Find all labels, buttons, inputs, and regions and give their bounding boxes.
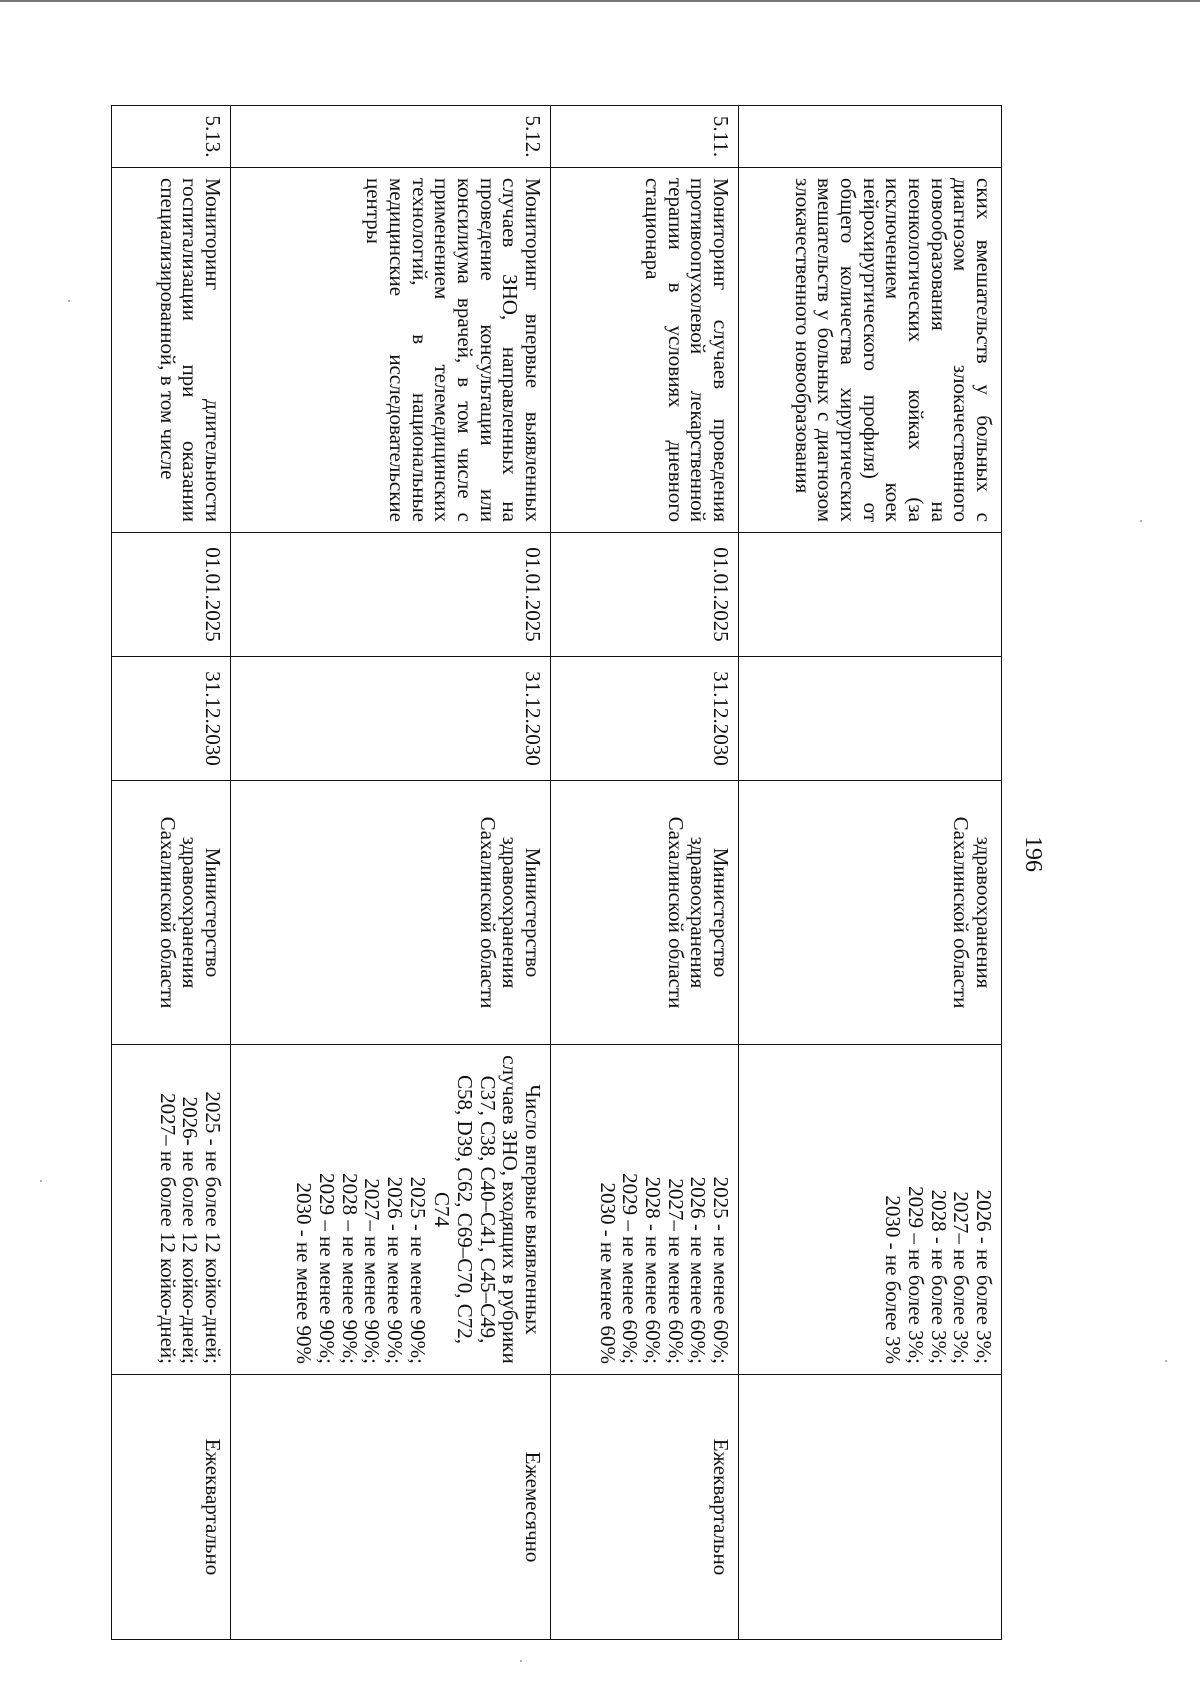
responsible-executor: Министерство здравоохранения Сахалинской области bbox=[231, 781, 551, 1045]
indicator-line: 2027– не более 12 койко-дней; bbox=[155, 1093, 180, 1364]
scan-speck bbox=[1140, 520, 1142, 522]
indicator-line: 2030 - не менее 60% bbox=[595, 1182, 620, 1364]
target-indicator bbox=[231, 1045, 551, 1375]
target-indicator bbox=[551, 1045, 739, 1375]
indicator-line: 2030 - не более 3% bbox=[881, 1195, 906, 1364]
measure-description: Мониторинг длительности госпитализации при оказании специализированной, в том числе bbox=[112, 168, 231, 533]
end-date: 31.12.2030 bbox=[231, 657, 551, 781]
measure-description: ских вмешательств у больных с диагнозом злокачественного новообразования на неонкологических койках (за исключением коек нейрохирургического профиля) от общего количества хирургических вмешательств у больных с диагнозом злокачественного новообразования bbox=[739, 168, 1002, 533]
indicator-line: 2029 – не менее 60%; bbox=[618, 1173, 643, 1364]
indicator-line: 2029 – не менее 90%; bbox=[314, 1173, 339, 1364]
target-indicator bbox=[112, 1045, 231, 1375]
responsible-executor: Министерство здравоохранения Сахалинской области bbox=[112, 781, 231, 1045]
scan-speck bbox=[1165, 1360, 1167, 1362]
table-row bbox=[112, 106, 231, 1640]
start-date bbox=[739, 533, 1002, 657]
table-row bbox=[551, 106, 739, 1640]
indicator-line: 2028 – не менее 90%; bbox=[337, 1173, 362, 1364]
rotated-document-page bbox=[110, 0, 1110, 1708]
row-number: 5.12. bbox=[231, 106, 551, 168]
start-date: 01.01.2025 bbox=[112, 533, 231, 657]
scan-speck bbox=[68, 300, 70, 302]
indicator-line: 2029 – не более 3%; bbox=[903, 1186, 928, 1364]
indicator-line: 2026- не более 12 койко-дней; bbox=[178, 1096, 203, 1364]
indicator-line: 2025 - не более 12 койко-дней; bbox=[201, 1091, 225, 1364]
indicator-line: 2028 - не менее 60%; bbox=[640, 1176, 665, 1364]
periodicity: Ежеквартально bbox=[112, 1375, 231, 1640]
table-row bbox=[231, 106, 551, 1640]
row-number bbox=[739, 106, 1002, 168]
indicator-line: 2027– не более 3%; bbox=[949, 1191, 974, 1364]
scan-speck bbox=[40, 1180, 42, 1182]
measures-table bbox=[111, 105, 1002, 1640]
indicator-line: 2026 - не менее 90%; bbox=[382, 1176, 407, 1364]
row-number: 5.11. bbox=[551, 106, 739, 168]
indicator-line: 2027– не менее 90%; bbox=[360, 1178, 385, 1364]
table-row bbox=[739, 106, 1002, 1640]
indicator-line: 2026 - не менее 60%; bbox=[686, 1176, 711, 1364]
start-date: 01.01.2025 bbox=[231, 533, 551, 657]
measure-description: Мониторинг впервые выявленных случаев ЗНО, направленных на проведение консультации или консилиума врачей, в том числе с применением телемедицинских технологий, в национальные медицинские исследовательские центры bbox=[231, 168, 551, 533]
end-date: 31.12.2030 bbox=[551, 657, 739, 781]
indicator-line: 2026 - не более 3%; bbox=[972, 1189, 996, 1364]
indicator-line: 2027– не менее 60%; bbox=[663, 1178, 688, 1364]
row-number: 5.13. bbox=[112, 106, 231, 168]
indicator-line: 2025 - не менее 90%; bbox=[405, 1176, 430, 1364]
end-date: 31.12.2030 bbox=[112, 657, 231, 781]
responsible-executor: здравоохранения Сахалинской области bbox=[739, 781, 1002, 1045]
periodicity: Ежеквартально bbox=[551, 1375, 739, 1640]
target-indicator bbox=[739, 1045, 1002, 1375]
indicator-line: 2028 - не более 3%; bbox=[926, 1189, 951, 1364]
periodicity bbox=[739, 1375, 1002, 1640]
indicator-line: 2030 - не менее 90% bbox=[292, 1182, 317, 1364]
indicator-line: 2025 - не менее 60%; bbox=[709, 1176, 733, 1364]
periodicity: Ежемесячно bbox=[231, 1375, 551, 1640]
responsible-executor: Министерство здравоохранения Сахалинской области bbox=[551, 781, 739, 1045]
start-date: 01.01.2025 bbox=[551, 533, 739, 657]
indicator-note: Число впервые выявленных случаев ЗНО, входящих в рубрики C37, C38, C40–C41, C45–C49, C58, D39, C62, C69–C70, C72, C74 bbox=[430, 1055, 545, 1364]
end-date bbox=[739, 657, 1002, 781]
page-number: 196 bbox=[1020, 836, 1046, 872]
measure-description: Мониторинг случаев проведения противоопухолевой лекарственной терапии в условиях дневного стационара bbox=[551, 168, 739, 533]
